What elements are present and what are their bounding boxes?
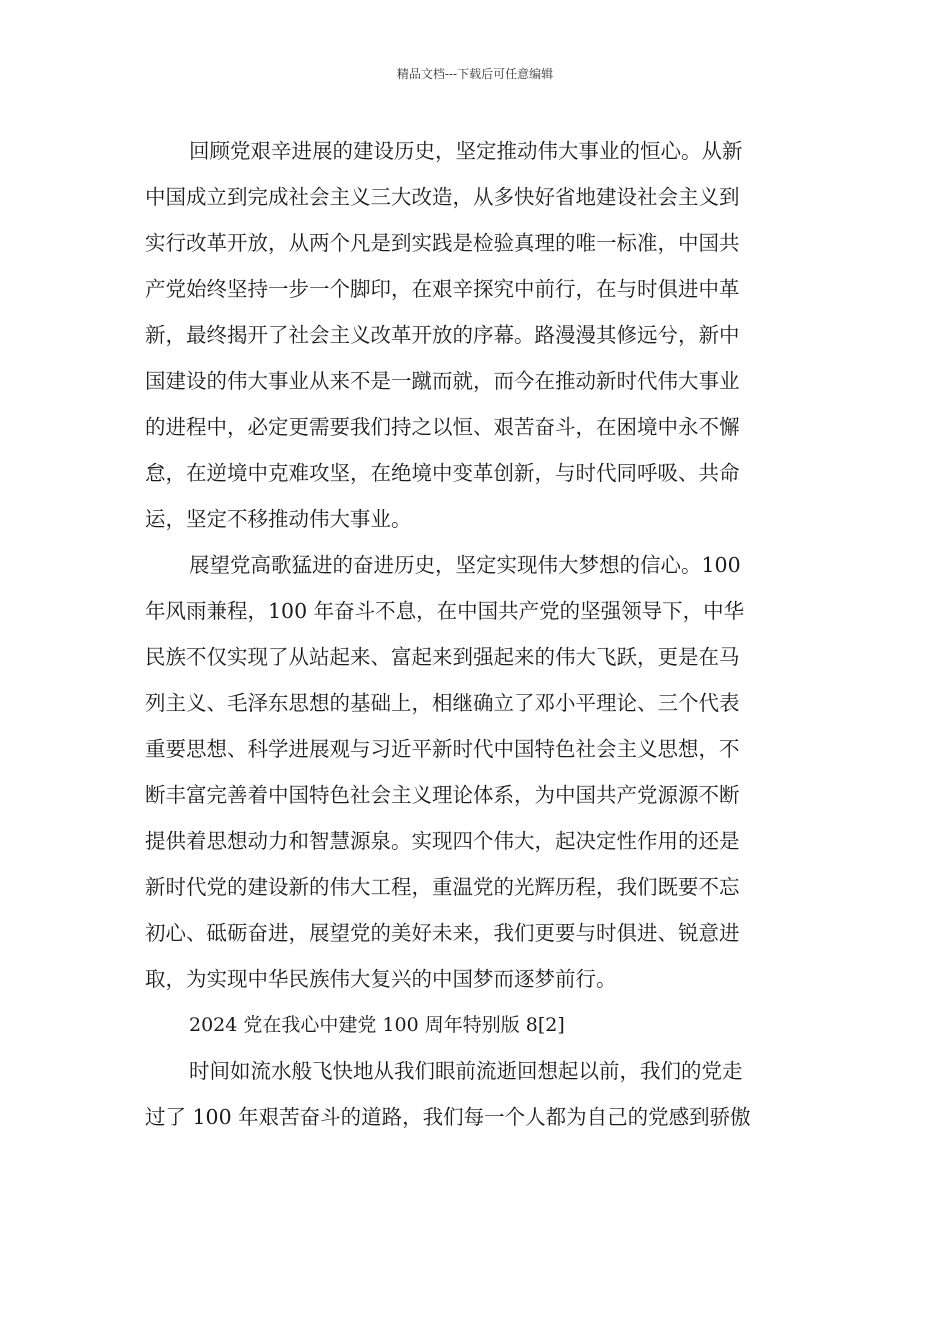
text-line: 重要思想、科学进展观与习近平新时代中国特色社会主义思想，不 — [145, 737, 740, 761]
text-line: 国建设的伟大事业从来不是一蹴而就，而今在推动新时代伟大事业 — [145, 369, 740, 393]
text-line: 新，最终揭开了社会主义改革开放的序幕。路漫漫其修远兮，新中 — [145, 323, 740, 347]
text-line: 列主义、毛泽东思想的基础上，相继确立了邓小平理论、三个代表 — [145, 691, 740, 715]
paragraph-time-flows — [145, 1048, 807, 1140]
text-line: 中国成立到完成社会主义三大改造，从多快好省地建设社会主义到 — [145, 185, 740, 209]
text-line: 展望党高歌猛进的奋进历史，坚定实现伟大梦想的信心。100 — [189, 553, 741, 577]
text-line: 产党始终坚持一步一个脚印，在艰辛探究中前行，在与时俱进中革 — [145, 277, 740, 301]
page-header: 精品文档---下载后可任意编辑 — [396, 67, 554, 81]
text-line: 提供着思想动力和智慧源泉。实现四个伟大，起决定性作用的还是 — [145, 829, 740, 853]
text-line: 时间如流水般飞快地从我们眼前流逝回想起以前，我们的党走 — [189, 1059, 743, 1083]
text-line: 取，为实现中华民族伟大复兴的中国梦而逐梦前行。 — [145, 967, 617, 991]
text-line: 过了 100 年艰苦奋斗的道路，我们每一个人都为自己的党感到骄傲 — [145, 1105, 751, 1129]
document-body — [145, 128, 807, 1140]
paragraph-review-history — [145, 128, 807, 542]
text-line: 民族不仅实现了从站起来、富起来到强起来的伟大飞跃，更是在马 — [145, 645, 740, 669]
text-line: 初心、砥砺奋进，展望党的美好未来，我们更要与时俱进、锐意进 — [145, 921, 740, 945]
text-line: 回顾党艰辛进展的建设历史，坚定推动伟大事业的恒心。从新 — [189, 139, 743, 163]
section-heading — [145, 1002, 807, 1048]
text-line: 运，坚定不移推动伟大事业。 — [145, 507, 412, 531]
text-line: 断丰富完善着中国特色社会主义理论体系，为中国共产党源源不断 — [145, 783, 740, 807]
paragraph-look-ahead — [145, 542, 807, 1002]
text-line: 怠，在逆境中克难攻坚，在绝境中变革创新，与时代同呼吸、共命 — [145, 461, 740, 485]
text-line: 年风雨兼程，100 年奋斗不息，在中国共产党的坚强领导下，中华 — [145, 599, 745, 623]
text-line: 的进程中，必定更需要我们持之以恒、艰苦奋斗，在困境中永不懈 — [145, 415, 740, 439]
text-line: 新时代党的建设新的伟大工程，重温党的光辉历程，我们既要不忘 — [145, 875, 740, 899]
text-line: 实行改革开放，从两个凡是到实践是检验真理的唯一标准，中国共 — [145, 231, 740, 255]
section-title: 2024 党在我心中建党 100 周年特别版 8[2] — [189, 1014, 565, 1036]
